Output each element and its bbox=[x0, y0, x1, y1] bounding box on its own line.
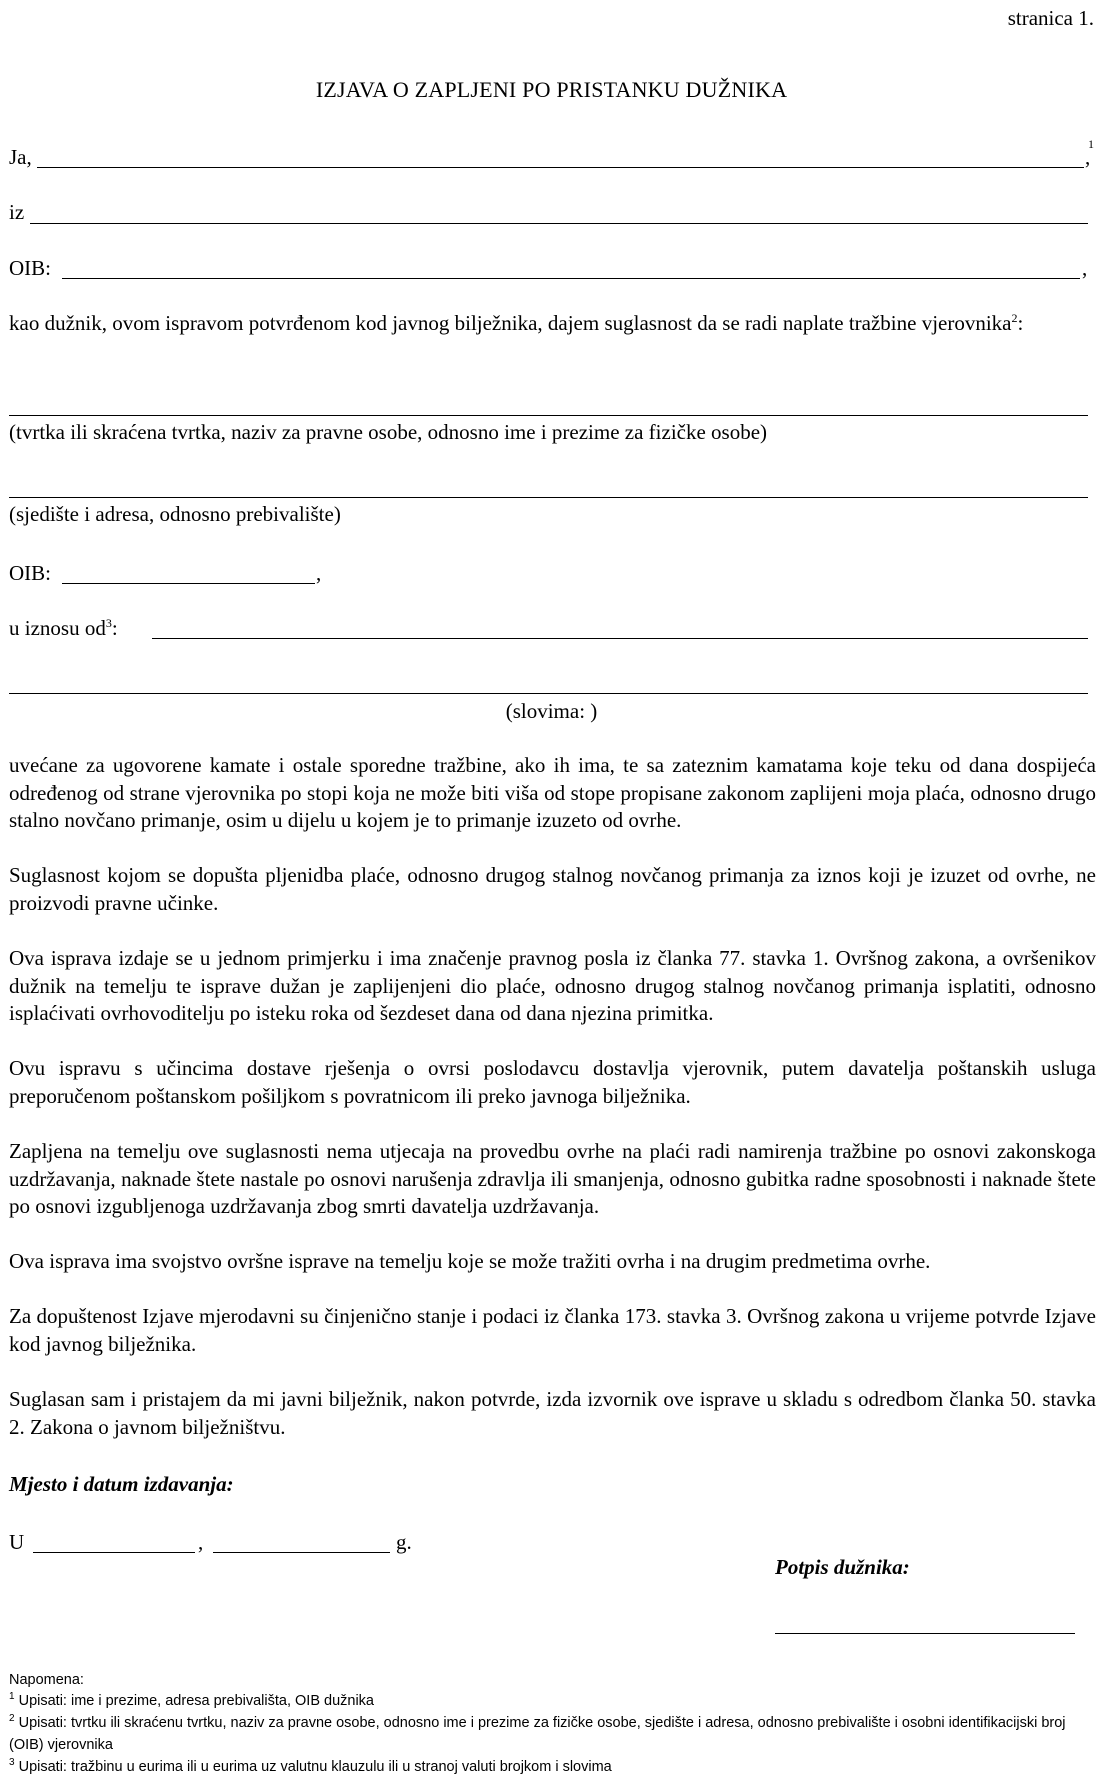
note-2-text: Upisati: tvrtku ili skraćenu tvrtku, naziv za pravne osobe, odnosno ime i prezime za fizičke osobe, sjedište i adresa, odnosno prebivalište i osobni identifikacijski broj (OIB) vjerovnika bbox=[9, 1715, 1066, 1753]
amount-label-wrap bbox=[9, 614, 118, 642]
debtor-oib-end: , bbox=[1082, 256, 1088, 280]
amount-line[interactable] bbox=[152, 638, 1088, 639]
signature-label: Potpis dužnika: bbox=[775, 1555, 910, 1579]
amount-words-hint: (slovima: ) bbox=[505, 699, 598, 723]
note-3-number: 3 bbox=[9, 1757, 15, 1769]
footnote-ref-2: 2 bbox=[1011, 311, 1018, 325]
note-item-3 bbox=[9, 1757, 1094, 1779]
creditor-name-line[interactable] bbox=[9, 415, 1088, 416]
date-line[interactable] bbox=[213, 1552, 390, 1553]
place-comma: , bbox=[198, 1530, 204, 1554]
amount-label: u iznosu od bbox=[9, 616, 106, 640]
paragraph-exempt-consent: Suglasnost kojom se dopušta pljenidba plaće, odnosno drugog stalnog novčanog primanja za iznos koji je izuzet od ovrhe, ne proizvodi pravne učinke. bbox=[9, 863, 1096, 915]
paragraph-admissibility: Za dopuštenost Izjave mjerodavni su činjenično stanje i podaci iz članka 173. stavka 3. Ovršnog zakona u vrijeme potvrde Izjave kod javnog bilježnika. bbox=[9, 1304, 1096, 1356]
paragraph-seizure-scope: Zapljena na temelju ove suglasnosti nema utjecaja na provedbu ovrhe na plaći radi namirenja tražbine po osnovi zakonskoga uzdržavanja, naknade štete nastale po osnovi narušenja zdravlja ili smanjenja, odnosno gubitka radne sposobnosti i naknade štete po osnovi izgubljenoga uzdržavanja zbog smrti davatelja uzdržavanja. bbox=[9, 1139, 1096, 1218]
debtor-address-line[interactable] bbox=[30, 223, 1088, 224]
creditor-oib-line[interactable] bbox=[62, 583, 315, 584]
place-u-label: U bbox=[9, 1530, 25, 1554]
document-title: IZJAVA O ZAPLJENI PO PRISTANKU DUŽNIKA bbox=[315, 77, 788, 102]
note-item-1 bbox=[9, 1691, 1094, 1713]
note-2-number: 2 bbox=[9, 1713, 15, 1725]
note-1-number: 1 bbox=[9, 1691, 15, 1703]
debtor-oib-label: OIB: bbox=[9, 256, 51, 280]
page-number: stranica 1. bbox=[1007, 6, 1094, 30]
footnote-ref-1: 1 bbox=[1088, 137, 1094, 151]
debtor-oib-line[interactable] bbox=[62, 278, 1080, 279]
year-g-label: g. bbox=[396, 1530, 412, 1554]
consent-intro-text: kao dužnik, ovom ispravom potvrđenom kod javnog bilježnika, dajem suglasnost da se radi naplate tražbine vjerovnika bbox=[9, 311, 1012, 335]
note-3-text: Upisati: tražbinu u eurima ili u eurima uz valutnu klauzulu ili u stranoj valuti brojkom i slovima bbox=[18, 1759, 612, 1775]
creditor-address-line[interactable] bbox=[9, 497, 1088, 498]
creditor-oib-end: , bbox=[316, 561, 322, 585]
paragraph-original-copy: Suglasan sam i pristajem da mi javni bilježnik, nakon potvrde, izda izvornik ove isprave u skladu s odredbom članka 50. stavka 2. Zakona o javnom bilježništvu. bbox=[9, 1387, 1096, 1439]
paragraph-enforceability: Ova isprava ima svojstvo ovršne isprave na temelju koje se može tražiti ovrha i na drugim predmetima ovrhe. bbox=[9, 1249, 931, 1273]
creditor-oib-label: OIB: bbox=[9, 561, 51, 585]
iz-label: iz bbox=[9, 200, 25, 224]
debtor-name-line[interactable] bbox=[37, 167, 1084, 168]
footnote-ref-3: 3 bbox=[105, 616, 112, 630]
place-line[interactable] bbox=[33, 1552, 195, 1553]
creditor-name-hint: (tvrtka ili skraćena tvrtka, naziv za pravne osobe, odnosno ime i prezime za fizičke osobe) bbox=[9, 420, 768, 444]
paragraph-delivery: Ovu ispravu s učincima dostave rješenja o ovrsi poslodavcu dostavlja vjerovnik, putem davatelja poštanskih usluga preporučenom poštanskom pošiljkom s povratnicom ili preko javnoga bilježnika. bbox=[9, 1056, 1096, 1108]
creditor-address-hint: (sjedište i adresa, odnosno prebivalište) bbox=[9, 502, 341, 526]
ja-label: Ja, bbox=[9, 145, 32, 169]
note-1-text: Upisati: ime i prezime, adresa prebivališta, OIB dužnika bbox=[18, 1693, 374, 1709]
amount-label-end: : bbox=[111, 616, 118, 640]
signature-line[interactable] bbox=[775, 1633, 1075, 1634]
debtor-name-line-end: , bbox=[1085, 145, 1091, 169]
consent-intro-end: : bbox=[1017, 311, 1024, 335]
consent-intro bbox=[9, 310, 1096, 338]
place-date-heading: Mjesto i datum izdavanja: bbox=[9, 1472, 234, 1496]
paragraph-legal-effect: Ova isprava izdaje se u jednom primjerku i ima značenje pravnog posla iz članka 77. stavka 1. Ovršnog zakona, a ovršenikov dužnik na temelju te isprave dužan je zaplijenjeni dio plaće, odnosno drugog stalnog novčanog primanja isplatiti, odnosno isplaćivati ovrhovoditelju po isteku roka od šezdeset dana od dana njezina primitka. bbox=[9, 946, 1096, 1025]
note-item-2 bbox=[9, 1713, 1094, 1756]
notes-heading: Napomena: bbox=[9, 1672, 84, 1688]
paragraph-interest: uvećane za ugovorene kamate i ostale sporedne tražbine, ako ih ima, te sa zateznim kamatama koje teku od dana dospijeća određenog od strane vjerovnika po stopi koja ne može biti viša od stope propisane zakonom zaplijeni moja plaća, odnosno drugo stalno novčano primanje, osim u dijelu u kojem je to primanje izuzeto od ovrhe. bbox=[9, 753, 1096, 832]
amount-words-line[interactable] bbox=[9, 693, 1088, 694]
